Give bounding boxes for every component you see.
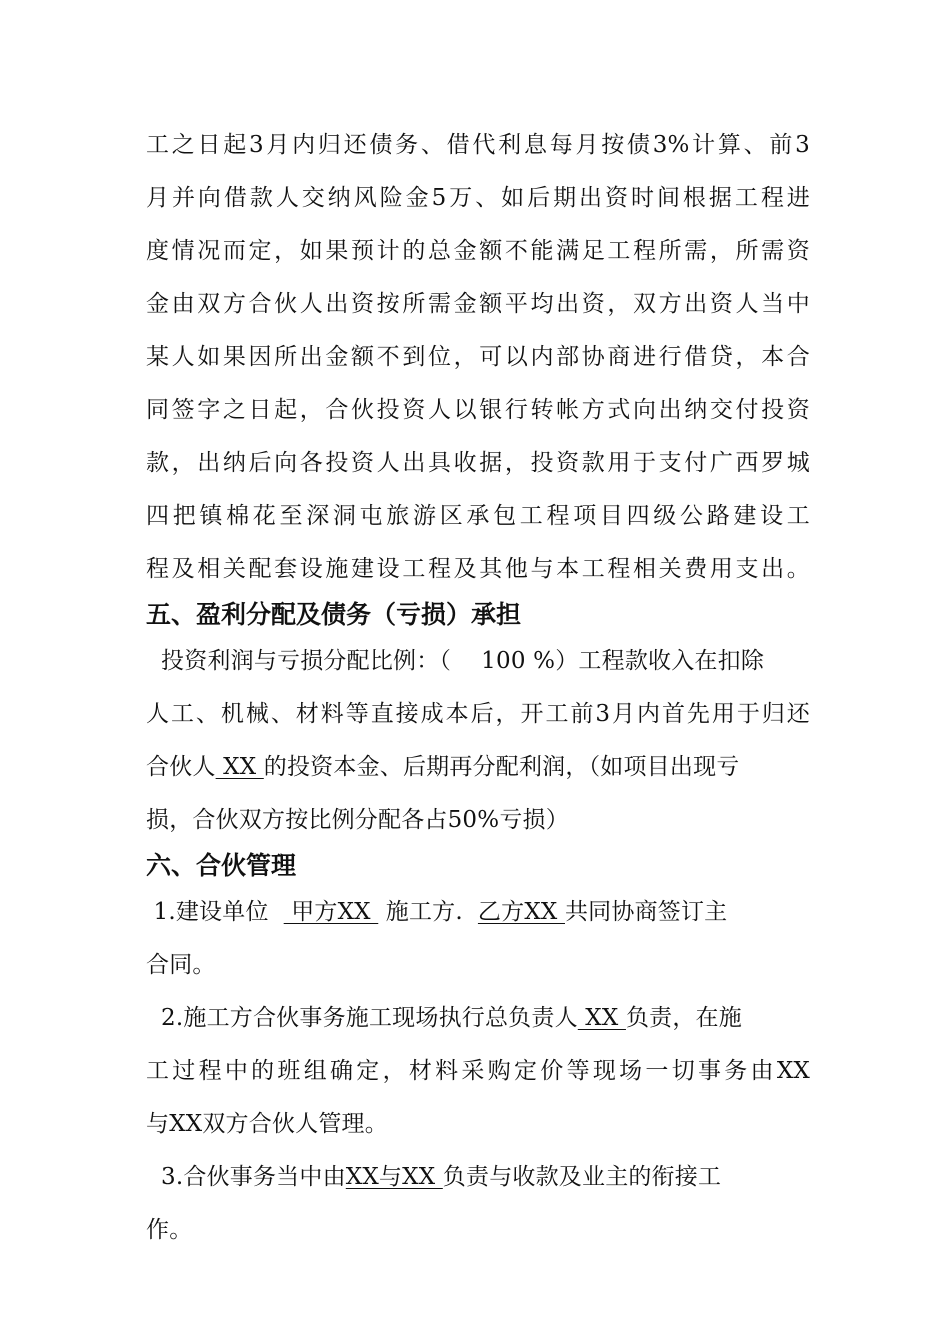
body-line: 四把镇棉花至深洞屯旅游区承包工程项目四级公路建设工 xyxy=(146,503,810,529)
body-line: 工之日起3月内归还债务、借代利息每月按债3%计算、前3 xyxy=(146,132,810,158)
body-line: 人工、机械、材料等直接成本后，开工前3月内首先用于归还 xyxy=(146,701,810,727)
body-line xyxy=(146,1162,810,1192)
underlined-field: 甲方XX xyxy=(283,899,379,925)
section-heading-profit: 五、盈利分配及债务（亏损）承担 xyxy=(146,600,522,629)
body-line: 合同。 xyxy=(146,952,216,978)
body-line: 度情况而定，如果预计的总金额不能满足工程所需，所需资 xyxy=(146,238,810,264)
body-line: 某人如果因所出金额不到位，可以内部协商进行借贷，本合 xyxy=(146,344,810,370)
text-run: 3.合伙事务当中由 xyxy=(146,1164,346,1190)
body-line: 同签字之日起，合伙投资人以银行转帐方式向出纳交付投资 xyxy=(146,397,810,423)
underlined-field: XX xyxy=(215,754,264,780)
body-line: 月并向借款人交纳风险金5万、如后期出资时间根据工程进 xyxy=(146,185,810,211)
body-line xyxy=(146,897,810,927)
body-line: 损，合伙双方按比例分配各占50%亏损） xyxy=(146,807,569,833)
text-run: 负责与收款及业主的衔接工 xyxy=(442,1164,722,1190)
body-line: 工过程中的班组确定，材料采购定价等现场一切事务由XX xyxy=(146,1058,810,1084)
text-run: 共同协商签订主 xyxy=(564,899,728,925)
underlined-field: XX xyxy=(577,1005,626,1031)
body-line: 投资利润与亏损分配比例：（ 100 %）工程款收入在扣除 xyxy=(146,648,765,674)
body-line: 金由双方合伙人出资按所需金额平均出资，双方出资人当中 xyxy=(146,291,810,317)
body-line xyxy=(146,752,810,782)
underlined-field: XX与XX xyxy=(345,1164,443,1190)
text-run: 2.施工方合伙事务施工现场执行总负责人 xyxy=(146,1005,578,1031)
text-run: 施工方. xyxy=(378,899,478,925)
text-run: 合伙人 xyxy=(146,754,216,780)
text-run: 负责，在施 xyxy=(625,1005,742,1031)
body-line: 作。 xyxy=(146,1217,193,1243)
body-line: 款，出纳后向各投资人出具收据，投资款用于支付广西罗城 xyxy=(146,450,810,476)
text-run: 1.建设单位 xyxy=(146,899,284,925)
text-run: 的投资本金、后期再分配利润，（如项目出现亏 xyxy=(263,754,740,780)
body-line xyxy=(146,1003,810,1033)
body-line: 程及相关配套设施建设工程及其他与本工程相关费用支出。 xyxy=(146,556,810,582)
section-heading-management: 六、合伙管理 xyxy=(146,851,297,880)
body-line: 与XX双方合伙人管理。 xyxy=(146,1111,388,1137)
underlined-field: 乙方XX xyxy=(477,899,565,925)
